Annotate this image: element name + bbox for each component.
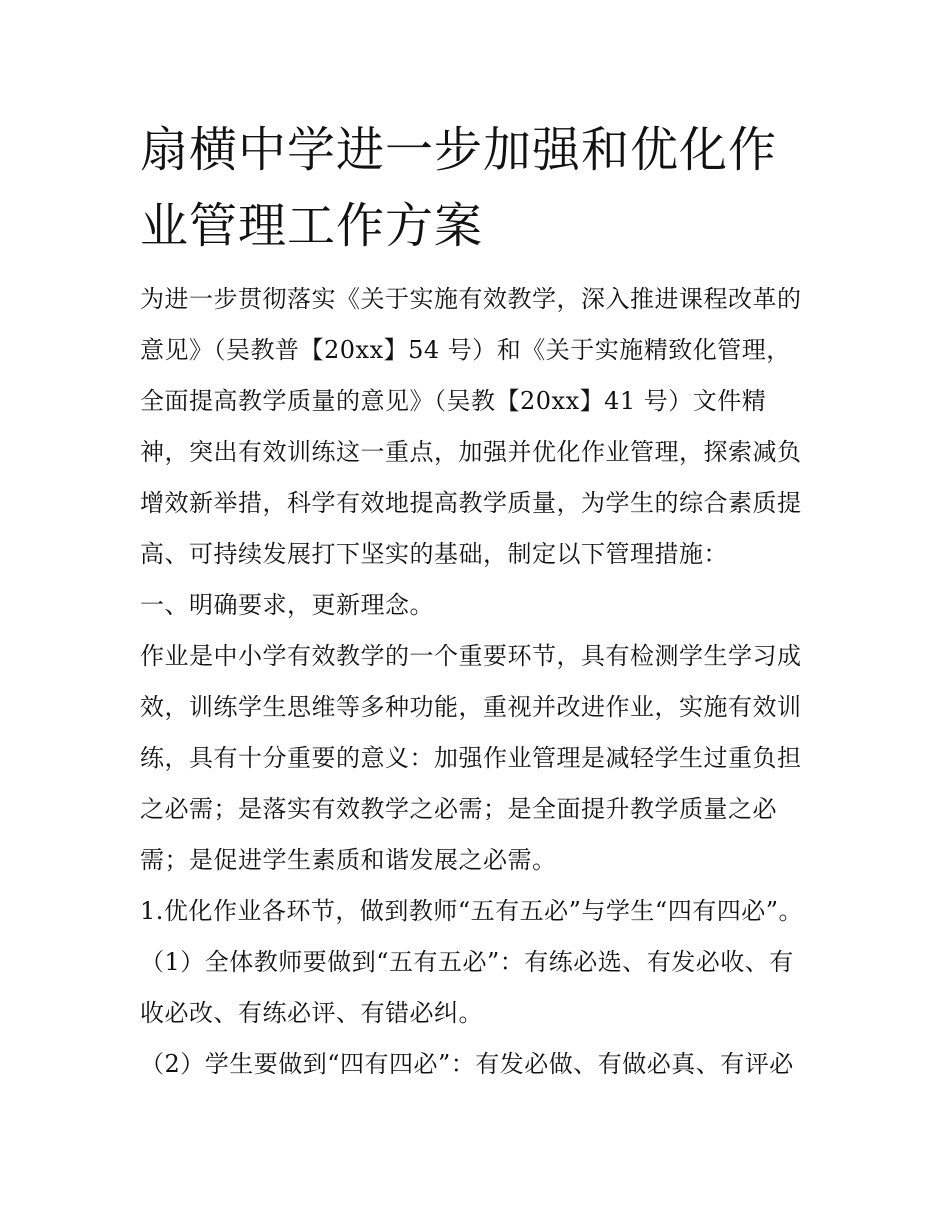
body-line-10: 练，具有十分重要的意义：加强作业管理是减轻学生过重负担 [140, 744, 802, 772]
title-line-1: 扇横中学进一步加强和优化作 [140, 122, 778, 178]
body-line-15: 收必改、有练必评、有错必纠。 [140, 999, 483, 1027]
body-line-14: （1）全体教师要做到“五有五必”：有练必选、有发必收、有 [140, 948, 794, 976]
body-line-12: 需；是促进学生素质和谐发展之必需。 [140, 846, 557, 874]
body-line-8: 作业是中小学有效教学的一个重要环节，具有检测学生学习成 [140, 642, 802, 670]
body-line-6: 高、可持续发展打下坚实的基础，制定以下管理措施： [140, 540, 728, 568]
body-line-3: 全面提高教学质量的意见》（吴教【20xx】41 号）文件精 [140, 387, 767, 415]
title-line-2: 业管理工作方案 [140, 198, 484, 254]
body-line-11: 之必需；是落实有效教学之必需；是全面提升教学质量之必 [140, 795, 777, 823]
body-line-2: 意见》（吴教普【20xx】54 号）和《关于实施精致化管理， [140, 336, 791, 364]
subsection-heading-1: 1.优化作业各环节，做到教师“五有五必”与学生“四有四必”。 [140, 897, 803, 925]
body-line-4: 神，突出有效训练这一重点，加强并优化作业管理，探索减负 [140, 438, 802, 466]
section-heading-1: 一、明确要求，更新理念。 [140, 591, 434, 619]
body-line-5: 增效新举措，科学有效地提高教学质量，为学生的综合素质提 [140, 489, 802, 517]
body-line-1: 为进一步贯彻落实《关于实施有效教学，深入推进课程改革的 [140, 285, 802, 313]
document-title [140, 112, 830, 264]
body-line-16: （2）学生要做到“四有四必”：有发必做、有做必真、有评必 [140, 1050, 794, 1078]
body-line-9: 效，训练学生思维等多种功能，重视并改进作业，实施有效训 [140, 693, 802, 721]
